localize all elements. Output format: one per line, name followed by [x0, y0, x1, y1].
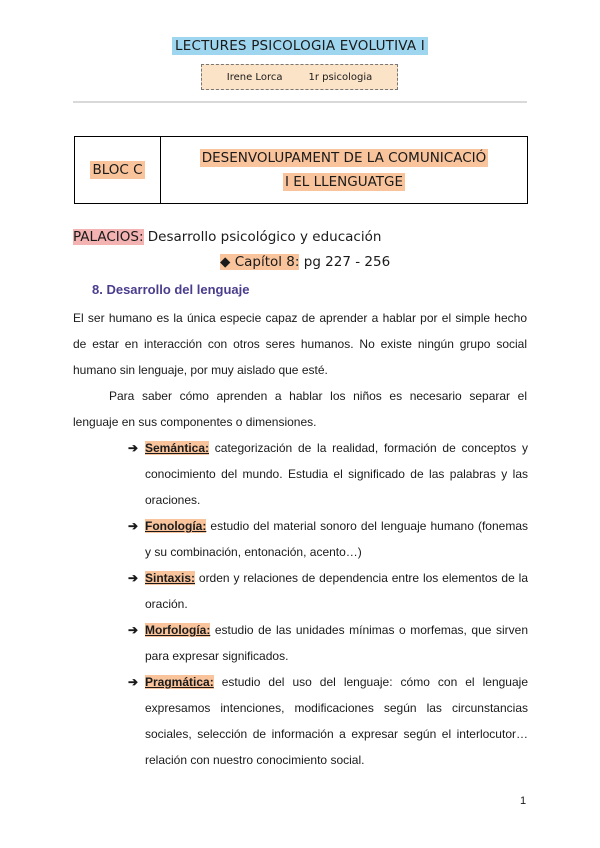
- arrow-right-icon: ➔: [128, 675, 139, 689]
- diamond-bullet-icon: ◆: [220, 254, 231, 270]
- topic-line-1: DESENVOLUPAMENT DE LA COMUNICACIÓ: [201, 150, 487, 166]
- course-name: 1r psicologia: [308, 71, 373, 83]
- arrow-right-icon: ➔: [128, 441, 139, 455]
- paragraph-1: El ser humano es la única especie capaz de aprender a hablar por el simple hecho de estar en interacción con otros seres humanos. No existe ningún grupo social humano sin lenguaje, por muy aislado que esté.: [73, 311, 527, 377]
- definition-term: Pragmática:: [145, 675, 214, 689]
- definition-text: estudio de las unidades mínimas o morfemas, que sirven para expresar significados.: [145, 623, 528, 663]
- definition-text: orden y relaciones de dependencia entre los elementos de la oración.: [145, 571, 528, 611]
- chapter-pages: pg 227 - 256: [299, 254, 391, 270]
- source-line: [73, 229, 381, 245]
- arrow-right-icon: ➔: [128, 519, 139, 533]
- source-author: PALACIOS:: [73, 229, 144, 245]
- page-number: 1: [520, 795, 527, 807]
- bloc-table: [74, 136, 528, 204]
- definition-text: categorización de la realidad, formación de conceptos y conocimiento del mundo. Estudia el significado de las palabras y las oraciones.: [145, 441, 528, 507]
- definition-sintaxis: [128, 565, 528, 617]
- paragraph-2: Para saber cómo aprenden a hablar los niños es necesario separar el lenguaje en sus componentes o dimensiones.: [73, 389, 527, 429]
- document-title: LECTURES PSICOLOGIA EVOLUTIVA I: [0, 38, 600, 54]
- definition-term: Sintaxis:: [145, 571, 196, 585]
- definition-text: estudio del material sonoro del lenguaje humano (fonemas y su combinación, entonación, acento…): [145, 519, 528, 559]
- chapter-label: Capítol 8:: [234, 254, 300, 270]
- definition-morfologia: [128, 617, 528, 669]
- arrow-right-icon: ➔: [128, 571, 139, 585]
- header-divider: [73, 101, 527, 103]
- bloc-label: BLOC C: [92, 162, 143, 178]
- source-book: Desarrollo psicológico y educación: [143, 229, 382, 245]
- definition-semantica: [128, 435, 528, 513]
- definition-text: estudio del uso del lenguaje: cómo con el lenguaje expresamos intenciones, modificaciones según las circunstancias sociales, selección de información a expresar según el interlocutor… relación con nuestro conocimiento social.: [145, 675, 528, 767]
- definition-term: Semántica:: [145, 441, 210, 455]
- definition-term: Morfología:: [145, 623, 211, 637]
- bloc-label-cell: [75, 137, 161, 203]
- section-heading: 8. Desarrollo del lenguaje: [92, 282, 250, 297]
- chapter-line: [220, 254, 390, 270]
- definition-fonologia: [128, 513, 528, 565]
- arrow-right-icon: ➔: [128, 623, 139, 637]
- topic-line-2: I EL LLENGUATGE: [284, 174, 404, 190]
- definition-term: Fonología:: [145, 519, 207, 533]
- definition-pragmatica: [128, 669, 528, 773]
- bloc-topic-cell: [161, 137, 527, 203]
- author-name: Irene Lorca: [226, 71, 283, 83]
- author-box: [201, 64, 398, 90]
